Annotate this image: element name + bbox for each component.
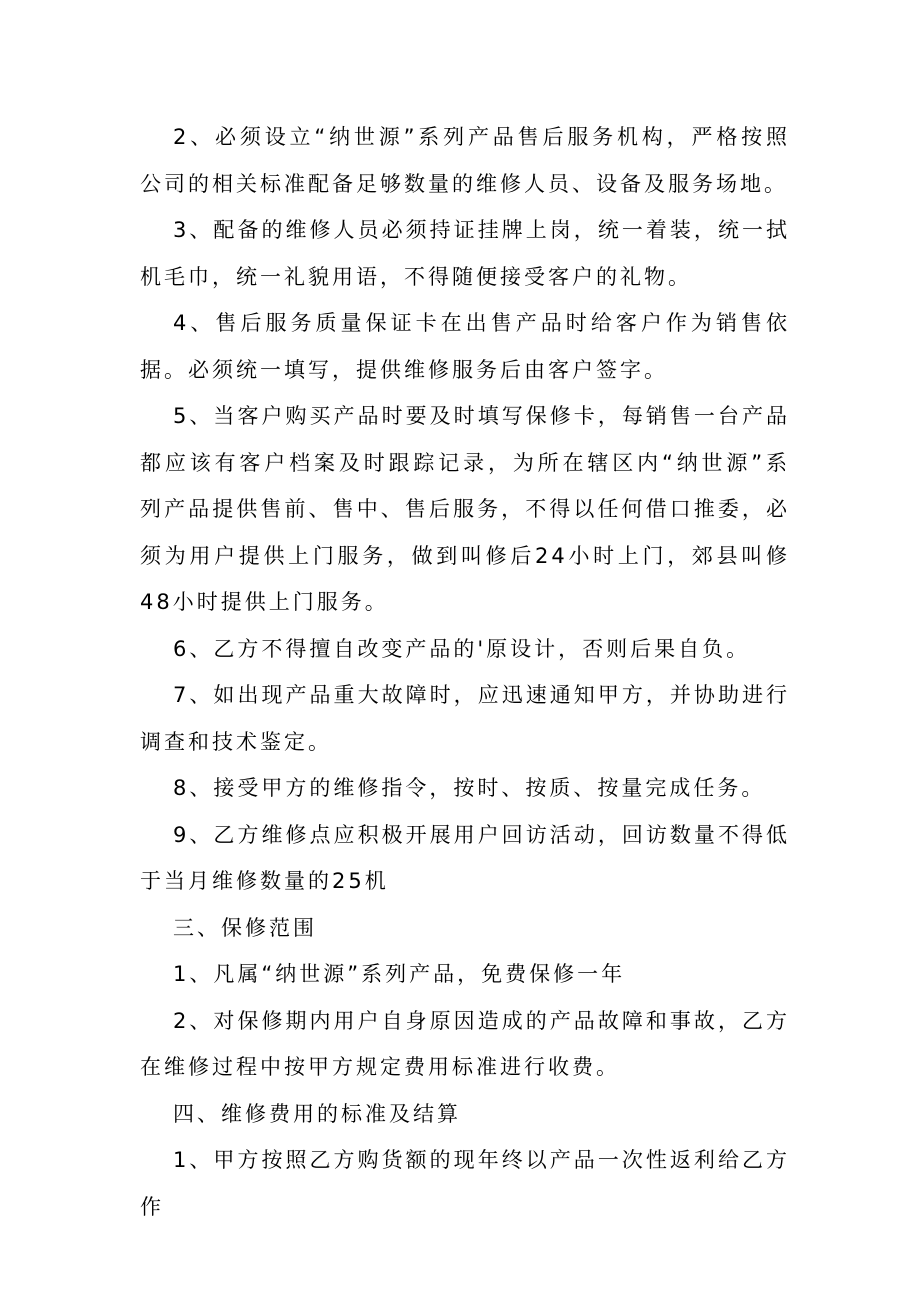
clause-paragraph: 2、必须设立“纳世源”系列产品售后服务机构，严格按照公司的相关标准配备足够数量的维修人员、设备及服务场地。 (140, 125, 790, 196)
clause-paragraph: 2、对保修期内用户自身原因造成的产品故障和事故，乙方在维修过程中按甲方规定费用标准进行收费。 (140, 1008, 790, 1079)
section-heading: 四、维修费用的标准及结算 (173, 1101, 461, 1126)
clause-paragraph: 8、接受甲方的维修指令，按时、按质、按量完成任务。 (173, 776, 766, 800)
clause-paragraph: 6、乙方不得擅自改变产品的'原设计，否则后果自负。 (173, 636, 751, 661)
clause-paragraph: 9、乙方维修点应积极开展用户回访活动，回访数量不得低于当月维修数量的25机 (140, 822, 790, 893)
clause-paragraph: 4、售后服务质量保证卡在出售产品时给客户作为销售依据。必须统一填写，提供维修服务后由客户签字。 (140, 311, 790, 382)
section-heading: 三、保修范围 (173, 915, 317, 940)
clause-paragraph: 1、甲方按照乙方购货额的现年终以产品一次性返利给乙方作 (140, 1148, 790, 1219)
clause-paragraph: 5、当客户购买产品时要及时填写保修卡，每销售一台产品都应该有客户档案及时跟踪记录，为所在辖区内“纳世源”系列产品提供售前、售中、售后服务，不得以任何借口推委，必须为用户提供上门服务，做到叫修后24小时上门，郊县叫修48小时提供上门服务。 (140, 404, 790, 614)
clause-paragraph: 7、如出现产品重大故障时，应迅速通知甲方，并协助进行调查和技术鉴定。 (140, 683, 790, 754)
document-body (140, 114, 790, 1230)
clause-paragraph: 3、配备的维修人员必须持证挂牌上岗，统一着装，统一拭机毛巾，统一礼貌用语，不得随便接受客户的礼物。 (140, 218, 790, 289)
clause-paragraph: 1、凡属“纳世源”系列产品，免费保修一年 (173, 962, 626, 986)
